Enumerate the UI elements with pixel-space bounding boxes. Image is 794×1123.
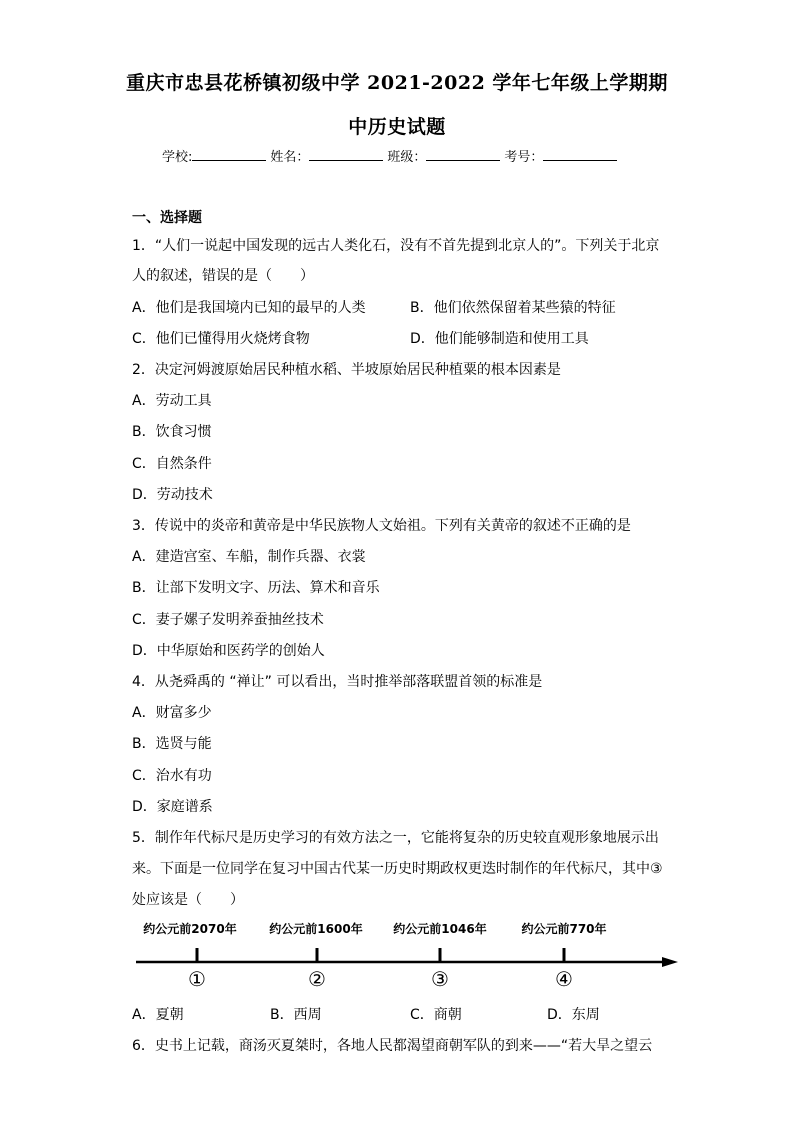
- school-blank: [192, 146, 266, 161]
- q2-option-d: D．劳动技术: [132, 487, 213, 503]
- q3-option-c: C．妻子嫘子发明养蚕抽丝技术: [132, 612, 324, 628]
- q4-stem: 4．从尧舜禹的 “禅让” 可以看出，当时推举部落联盟首领的标准是: [132, 674, 543, 690]
- q5-option-d: D．东周: [547, 1007, 600, 1023]
- q5-stem-line-1: 5．制作年代标尺是历史学习的有效方法之一，它能将复杂的历史较直观形象地展示出: [132, 830, 659, 846]
- svg-text:④: ④: [555, 967, 573, 991]
- q5-stem-line-2: 来。下面是一位同学在复习中国古代某一历史时期政权更迭时制作的年代标尺，其中③: [132, 861, 663, 877]
- q4-option-a: A．财富多少: [132, 705, 212, 721]
- class-blank: [426, 146, 500, 161]
- q1-option-b: B．他们依然保留着某些猿的特征: [410, 300, 616, 316]
- q3-option-a: A．建造宫室、车船，制作兵器、衣裳: [132, 549, 366, 565]
- id-blank: [543, 146, 617, 161]
- id-label: 考号：: [504, 150, 544, 165]
- q2-option-a: A．劳动工具: [132, 393, 212, 409]
- timeline-label-4: 约公元前770年: [521, 922, 607, 936]
- timeline-marker-3: [431, 967, 449, 991]
- q1-stem-line-2: 人的叙述，错误的是（ ）: [132, 268, 314, 284]
- timeline-marker-4: [555, 967, 573, 991]
- q5-stem-line-3: 处应该是（ ）: [132, 892, 244, 908]
- q1-option-c: C．他们已懂得用火烧烤食物: [132, 331, 310, 347]
- q5-option-c: C．商朝: [410, 1007, 462, 1023]
- q2-option-c: C．自然条件: [132, 456, 212, 472]
- timeline-label-1: 约公元前2070年: [143, 922, 237, 936]
- svg-text:③: ③: [431, 967, 449, 991]
- timeline-figure: [132, 916, 692, 996]
- q1-option-a: A．他们是我国境内已知的最早的人类: [132, 300, 366, 316]
- q2-option-b: B．饮食习惯: [132, 424, 212, 440]
- exam-title-line-2: 中历史试题: [348, 116, 446, 138]
- timeline-label-2: 约公元前1600年: [269, 922, 363, 936]
- timeline-label-3: 约公元前1046年: [393, 922, 487, 936]
- timeline-arrow-icon: [662, 957, 678, 967]
- section-heading: 一、选择题: [132, 210, 202, 226]
- class-label: 班级：: [387, 150, 427, 165]
- q3-stem: 3．传说中的炎帝和黄帝是中华民族物人文始祖。下列有关黄帝的叙述不正确的是: [132, 518, 631, 534]
- name-blank: [309, 146, 383, 161]
- svg-text:②: ②: [308, 967, 326, 991]
- q1-option-d: D．他们能够制造和使用工具: [410, 331, 589, 347]
- q2-stem: 2．决定河姆渡原始居民种植水稻、半坡原始居民种植粟的根本因素是: [132, 362, 561, 378]
- q4-option-b: B．选贤与能: [132, 736, 212, 752]
- student-info-row: [162, 146, 621, 165]
- name-label: 姓名：: [270, 150, 310, 165]
- q3-option-b: B．让部下发明文字、历法、算术和音乐: [132, 580, 380, 596]
- svg-text:①: ①: [188, 967, 206, 991]
- timeline-marker-1: [188, 967, 206, 991]
- q5-option-a: A．夏朝: [132, 1007, 184, 1023]
- school-label: 学校:: [162, 150, 193, 165]
- q4-option-d: D．家庭谱系: [132, 799, 213, 815]
- exam-title-line-1: 重庆市忠县花桥镇初级中学 2021-2022 学年七年级上学期期: [126, 72, 668, 94]
- q5-option-b: B．西周: [270, 1007, 322, 1023]
- q4-option-c: C．治水有功: [132, 768, 212, 784]
- q1-stem-line-1: 1．“人们一说起中国发现的远古人类化石，没有不首先提到北京人的”。下列关于北京: [132, 238, 660, 254]
- q6-stem-line-1: 6．史书上记载，商汤灭夏桀时，各地人民都渴望商朝军队的到来——“若大旱之望云: [132, 1038, 653, 1054]
- q3-option-d: D．中华原始和医药学的创始人: [132, 643, 325, 659]
- timeline-marker-2: [308, 967, 326, 991]
